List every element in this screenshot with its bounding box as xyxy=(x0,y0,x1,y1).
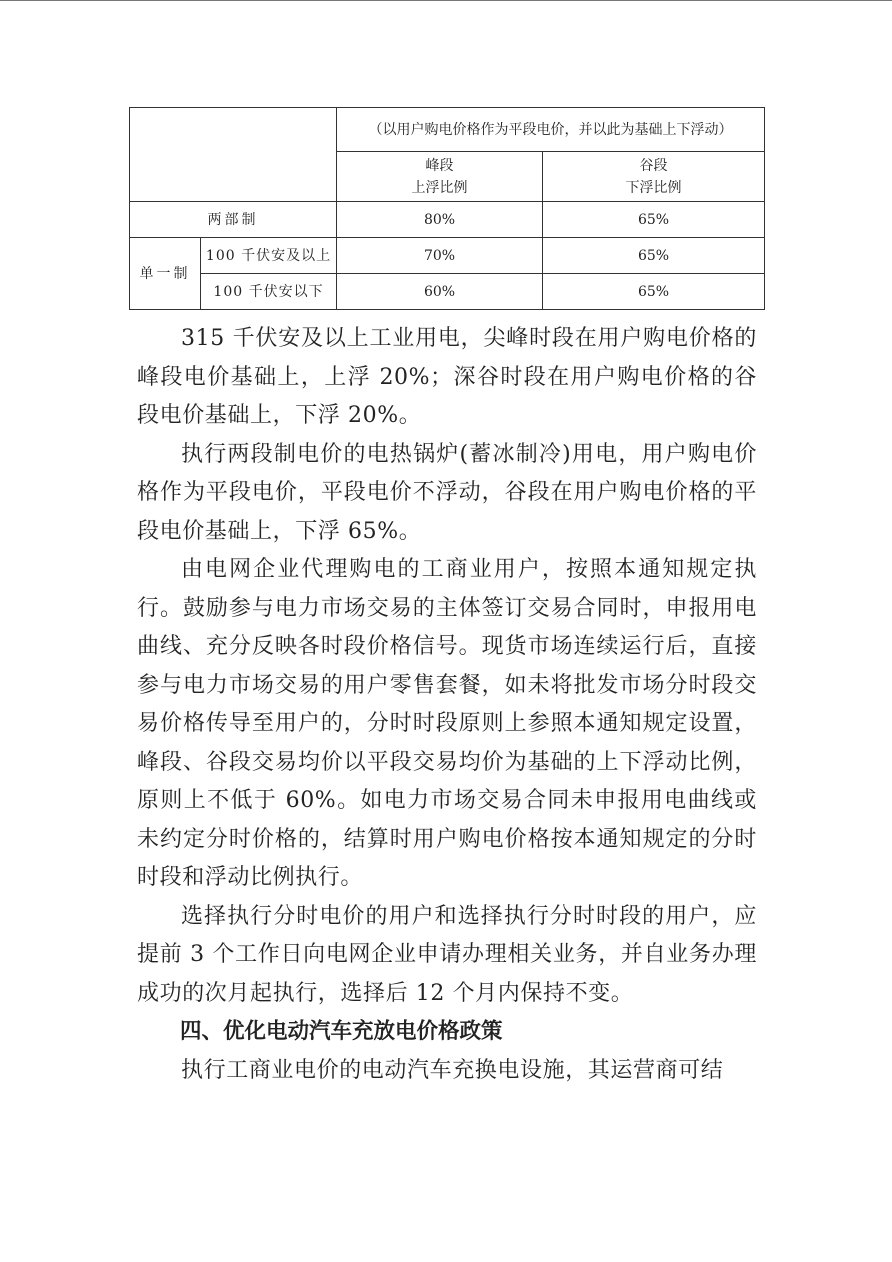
above-valley: 65% xyxy=(543,238,765,274)
below-peak: 60% xyxy=(337,274,543,310)
table-row xyxy=(130,238,765,274)
valley-header xyxy=(543,152,765,202)
single-part-label: 单一制 xyxy=(130,238,201,310)
page-top-border xyxy=(0,0,892,1)
document-body xyxy=(137,320,757,1090)
paragraph: 选择执行分时电价的用户和选择执行分时时段的用户，应提前 3 个工作日向电网企业申请办理相关业务，并自业务办理成功的次月起执行，选择后 12 个月内保持不变。 xyxy=(137,903,757,1006)
paragraph: 由电网企业代理购电的工商业用户，按照本通知规定执行。鼓励参与电力市场交易的主体签订交易合同时，申报用电曲线、充分反映各时段价格信号。现货市场连续运行后，直接参与电力市场交易的用户零售套餐，如未将批发市场分时段交易价格传导至用户的，分时时段原则上参照本通知规定设置，峰段、谷段交易均价以平段交易均价为基础的上下浮动比例，原则上不低于 60%。如电力市场交易合同未申报用电曲线或未约定分时价格的，结算时用户购电价格按本通知规定的分时时段和浮动比例执行。 xyxy=(137,557,757,890)
capacity-label-below: 100 千伏安以下 xyxy=(201,274,337,310)
capacity-label-above: 100 千伏安及以上 xyxy=(201,238,337,274)
valley-header-line2: 下浮比例 xyxy=(625,179,682,196)
section-heading: 四、优化电动汽车充放电价格政策 xyxy=(180,1019,503,1044)
peak-header-line1: 峰段 xyxy=(425,157,454,174)
table-row xyxy=(130,274,765,310)
table-note: （以用户购电价格作为平段电价，并以此为基础上下浮动） xyxy=(337,108,765,152)
peak-header xyxy=(337,152,543,202)
above-peak: 70% xyxy=(337,238,543,274)
time-of-use-rate-table xyxy=(129,107,765,310)
valley-header-line1: 谷段 xyxy=(639,157,668,174)
below-valley: 65% xyxy=(543,274,765,310)
peak-header-line2: 上浮比例 xyxy=(411,179,468,196)
two-part-peak: 80% xyxy=(337,202,543,238)
two-part-valley: 65% xyxy=(543,202,765,238)
paragraph: 执行两段制电价的电热锅炉(蓄冰制冷)用电，用户购电价格作为平段电价，平段电价不浮动，谷段在用户购电价格的平段电价基础上，下浮 65%。 xyxy=(137,441,757,544)
paragraph: 执行工商业电价的电动汽车充换电设施，其运营商可结 xyxy=(181,1057,724,1083)
two-part-label: 两部制 xyxy=(130,202,337,238)
table-corner-cell xyxy=(130,108,337,202)
table-row xyxy=(130,202,765,238)
paragraph: 315 千伏安及以上工业用电，尖峰时段在用户购电价格的峰段电价基础上，上浮 20%；深谷时段在用户购电价格的谷段电价基础上，下浮 20%。 xyxy=(137,326,757,428)
